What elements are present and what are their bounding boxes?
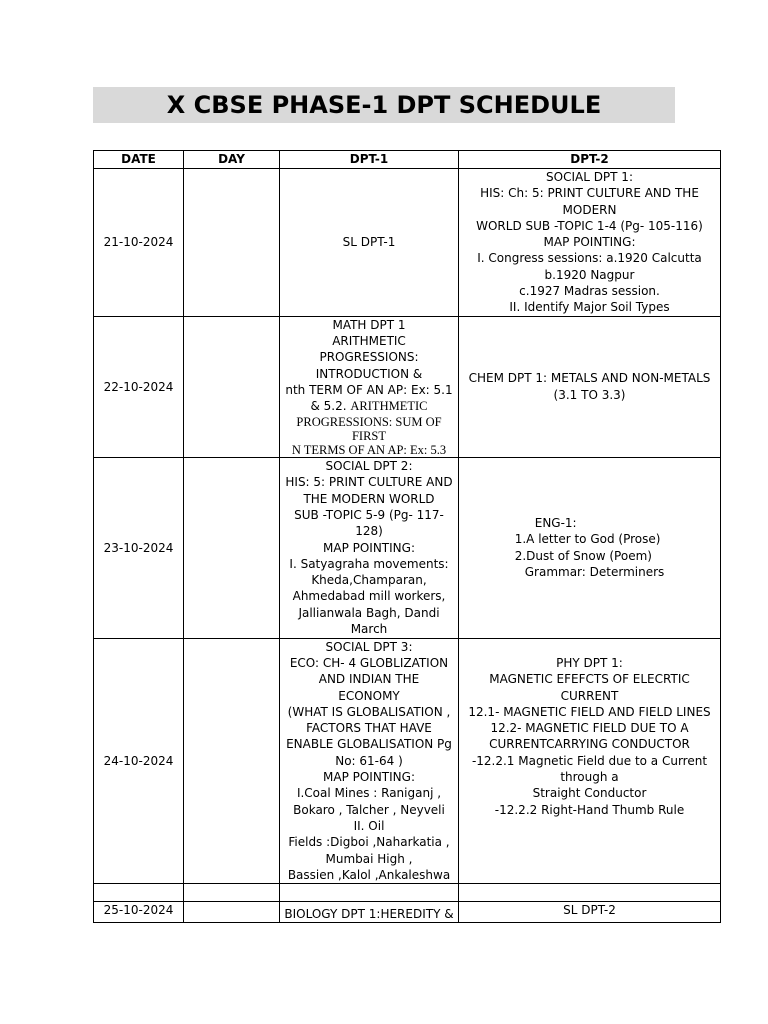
cell-line: CURRENTCARRYING CONDUCTOR [489, 737, 690, 752]
dpt2-cell [459, 902, 721, 923]
dpt2-cell [459, 638, 721, 883]
day-cell [184, 316, 280, 457]
cell-line: PHY DPT 1: [556, 655, 623, 670]
cell-line: MAP POINTING: [543, 235, 636, 250]
cell-line: I. Satyagraha movements: [289, 556, 449, 571]
cell-line: Bokaro , Talcher , Neyveli [293, 802, 445, 817]
cell-line: AND INDIAN THE [318, 672, 420, 687]
cell-line: Bassien ,Kalol ,Ankaleshwa [287, 867, 451, 882]
cell-line: March [350, 622, 388, 636]
date-cell: 23-10-2024 [94, 457, 184, 638]
header-day: DAY [184, 151, 280, 169]
header-date: DATE [94, 151, 184, 169]
day-cell [184, 169, 280, 317]
dpt1-cell [280, 902, 459, 923]
cell-line: SL DPT-1 [342, 235, 396, 250]
cell-line: c.1927 Madras session. [519, 284, 660, 299]
cell-line: through a [560, 770, 619, 785]
cell-line: PROGRESSIONS: [319, 350, 419, 365]
cell-line: Mumbai High , [325, 851, 413, 866]
title-banner [93, 87, 675, 123]
cell-line: BIOLOGY DPT 1:HEREDITY & [284, 906, 454, 921]
day-cell [184, 638, 280, 883]
cell-line: Fields :Digboi ,Naharkatia , [288, 835, 450, 850]
dpt1-cell [280, 638, 459, 883]
cell-line: SOCIAL DPT 1: [546, 170, 633, 184]
cell-line-serif: FIRST [351, 428, 387, 443]
cell-line: SOCIAL DPT 3: [325, 639, 413, 654]
cell-line: CHEM DPT 1: METALS AND NON-METALS [468, 371, 711, 386]
date-cell: 21-10-2024 [94, 169, 184, 317]
dpt1-cell [280, 169, 459, 317]
table-row [94, 884, 721, 902]
cell-line: nth TERM OF AN AP: Ex: 5.1 [285, 382, 453, 397]
dpt2-cell [459, 457, 721, 638]
cell-line-serif: PROGRESSIONS: SUM OF [296, 414, 442, 429]
cell-line: Ahmedabad mill workers, [292, 589, 446, 604]
cell-line: -12.2.1 Magnetic Field due to a Current [471, 753, 708, 768]
date-cell: 22-10-2024 [94, 316, 184, 457]
dpt1-cell [280, 457, 459, 638]
table-row [94, 902, 721, 923]
day-cell [184, 884, 280, 902]
cell-line: MAGNETIC EFEFCTS OF ELECRTIC [489, 672, 690, 687]
cell-line: b.1920 Nagpur [544, 267, 635, 282]
cell-line: SUB -TOPIC 5-9 (Pg- 117- [294, 507, 444, 522]
cell-line: ECO: CH- 4 GLOBLIZATION [289, 655, 449, 670]
cell-line: 128) [355, 524, 383, 539]
cell-line: ECONOMY [338, 688, 400, 703]
table-row [94, 316, 721, 457]
day-cell [184, 457, 280, 638]
cell-line: (3.1 TO 3.3) [553, 387, 626, 402]
cell-line: I.Coal Mines : Raniganj , [296, 786, 442, 801]
cell-line: SL DPT-2 [563, 903, 616, 918]
cell-line [462, 851, 717, 867]
cell-line: -12.2.2 Right-Hand Thumb Rule [494, 802, 685, 817]
cell-line: SOCIAL DPT 2: [325, 459, 413, 474]
cell-line: Kheda,Champaran, [311, 573, 427, 588]
dpt2-cell [459, 169, 721, 317]
cell-line: WORLD SUB -TOPIC 1-4 (Pg- 105-116) [476, 218, 703, 233]
cell-line: THE MODERN WORLD [303, 491, 435, 506]
cell-line [462, 834, 717, 850]
cell-line: ENG-1: [534, 516, 577, 531]
date-cell: 24-10-2024 [94, 638, 184, 883]
cell-line: II. Oil [353, 818, 385, 833]
cell-line: Grammar: Determiners [524, 564, 665, 579]
cell-line: MODERN [562, 202, 617, 217]
header-dpt2: DPT-2 [459, 151, 721, 169]
schedule-table [93, 150, 721, 923]
dpt1-cell [280, 884, 459, 902]
day-cell [184, 902, 280, 923]
cell-line-part-serif: ARITHMETIC [350, 399, 428, 414]
cell-line: No: 61-64 ) [335, 753, 403, 768]
table-row [94, 457, 721, 638]
cell-line: II. Identify Major Soil Types [509, 300, 670, 315]
cell-line: ARITHMETIC [332, 334, 406, 349]
cell-line: 12.2- MAGNETIC FIELD DUE TO A [490, 721, 689, 736]
cell-line: Straight Conductor [532, 786, 647, 801]
cell-line: FACTORS THAT HAVE [306, 721, 432, 736]
dpt2-cell [459, 316, 721, 457]
cell-line: HIS: 5: PRINT CULTURE AND [285, 475, 453, 490]
cell-line: 2.Dust of Snow (Poem) [514, 548, 652, 563]
cell-line: Jallianwala Bagh, Dandi [298, 605, 440, 620]
cell-line: ENABLE GLOBALISATION Pg [286, 737, 452, 752]
cell-line-serif: N TERMS OF AN AP: Ex: 5.3 [291, 442, 447, 457]
table-row [94, 169, 721, 317]
eng-block [515, 515, 665, 580]
cell-line [462, 818, 717, 834]
header-row [94, 151, 721, 169]
cell-line: MAP POINTING: [323, 540, 415, 555]
page-title: X CBSE PHASE-1 DPT SCHEDULE [166, 91, 602, 119]
header-dpt1: DPT-1 [280, 151, 459, 169]
cell-line-part: & 5.2. [310, 399, 347, 414]
cell-line: HIS: Ch: 5: PRINT CULTURE AND THE [480, 186, 699, 201]
cell-line: INTRODUCTION & [315, 366, 423, 381]
cell-line-mixed [283, 398, 455, 414]
dpt2-cell [459, 884, 721, 902]
cell-line: 12.1- MAGNETIC FIELD AND FIELD LINES [468, 704, 711, 719]
table-row [94, 638, 721, 883]
cell-line: MAP POINTING: [323, 770, 415, 785]
dpt1-cell [280, 316, 459, 457]
cell-line: 1.A letter to God (Prose) [514, 532, 661, 547]
cell-line: I. Congress sessions: a.1920 Calcutta [477, 251, 702, 266]
cell-line: MATH DPT 1 [332, 317, 406, 332]
cell-line: CURRENT [560, 688, 619, 703]
cell-line: (WHAT IS GLOBALISATION , [287, 704, 451, 719]
date-cell: 25-10-2024 [94, 902, 184, 923]
date-cell [94, 884, 184, 902]
